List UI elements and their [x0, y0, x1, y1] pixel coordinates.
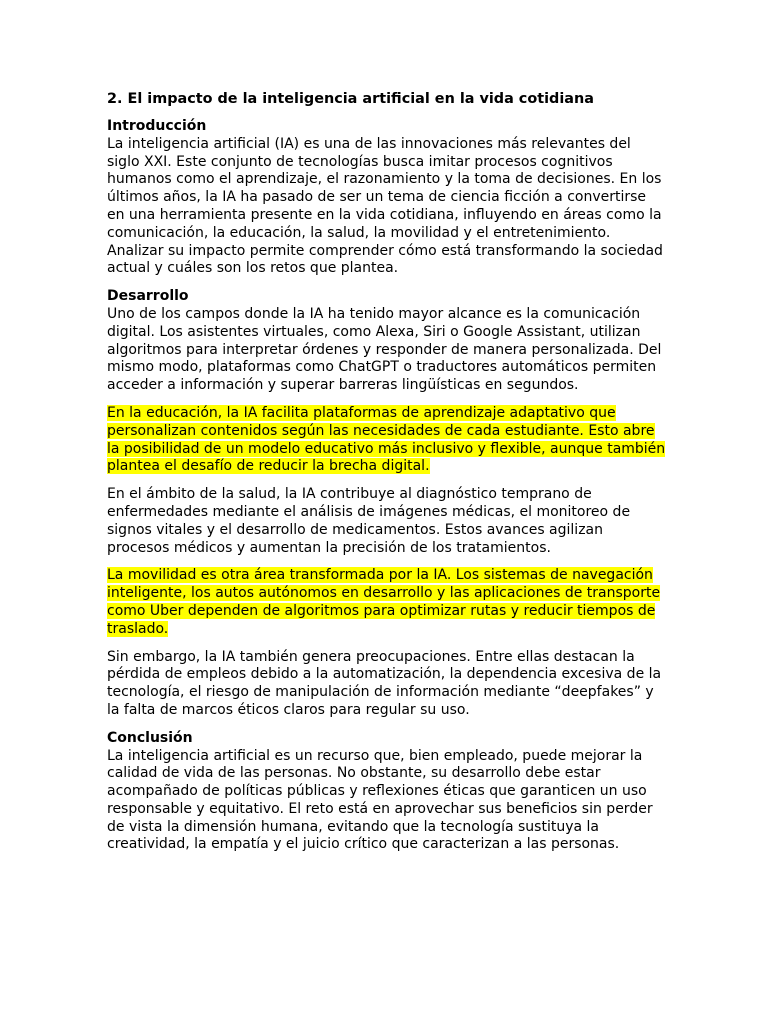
highlighted-text: La movilidad es otra área transformada por la IA. Los sistemas de navegación inteligente, los autos autónomos en desarrollo y las aplicaciones de transporte como Uber dependen de algoritmos para optimizar rutas y reducir tiempos de traslado.	[107, 567, 661, 637]
development-paragraph-health: En el ámbito de la salud, la IA contribuye al diagnóstico temprano de enfermedades mediante el análisis de imágenes médicas, el monitoreo de signos vitales y el desarrollo de medicamentos. Estos avances agilizan procesos médicos y aumentan la precisión de los tratamientos.	[107, 486, 631, 556]
document-page	[107, 90, 667, 864]
document-title: 2. El impacto de la inteligencia artificial en la vida cotidiana	[107, 91, 594, 107]
development-paragraph-communication: Uno de los campos donde la IA ha tenido mayor alcance es la comunicación digital. Los asistentes virtuales, como Alexa, Siri o Google Assistant, utilizan algoritmos para interpretar órdenes y responder de manera personalizada. Del mismo modo, plataformas como ChatGPT o traductores automáticos permiten acceder a información y superar barreras lingüísticas en segundos.	[107, 305, 662, 394]
development-paragraph-mobility	[107, 567, 667, 638]
conclusion-heading: Conclusión	[107, 729, 193, 746]
development-heading: Desarrollo	[107, 288, 189, 305]
highlighted-text: En la educación, la IA facilita plataformas de aprendizaje adaptativo que personalizan contenidos según las necesidades de cada estudiante. Esto abre la posibilidad de un modelo educativo más inclusivo y flexible, aunque también plantea el desafío de reducir la brecha digital.	[107, 404, 666, 475]
development-paragraph-education	[107, 405, 667, 476]
development-paragraph-concerns: Sin embargo, la IA también genera preocupaciones. Entre ellas destacan la pérdida de empleos debido a la automatización, la dependencia excesiva de la tecnología, el riesgo de manipulación de información mediante “deepfakes” y la falta de marcos éticos claros para regular su uso.	[107, 648, 662, 718]
intro-heading: Introducción	[107, 118, 207, 134]
conclusion-paragraph: La inteligencia artificial es un recurso que, bien empleado, puede mejorar la calidad de vida de las personas. No obstante, su desarrollo debe estar acompañado de políticas públicas y reflexiones éticas que garanticen un uso responsable y equitativo. El reto está en aprovechar sus beneficios sin perder de vista la dimensión humana, evitando que la tecnología sustituya la creatividad, la empatía y el juicio crítico que caracterizan a las personas.	[107, 747, 653, 853]
intro-paragraph: La inteligencia artificial (IA) es una de las innovaciones más relevantes del siglo XXI. Este conjunto de tecnologías busca imitar procesos cognitivos humanos como el aprendizaje, el razonamiento y la toma de decisiones. En los últimos años, la IA ha pasado de ser un tema de ciencia ficción a convertirse en una herramienta presente en la vida cotidiana, influyendo en áreas como la comunicación, la educación, la salud, la movilidad y el entretenimiento. Analizar su impacto permite comprender cómo está transformando la sociedad actual y cuáles son los retos que plantea.	[107, 135, 663, 277]
